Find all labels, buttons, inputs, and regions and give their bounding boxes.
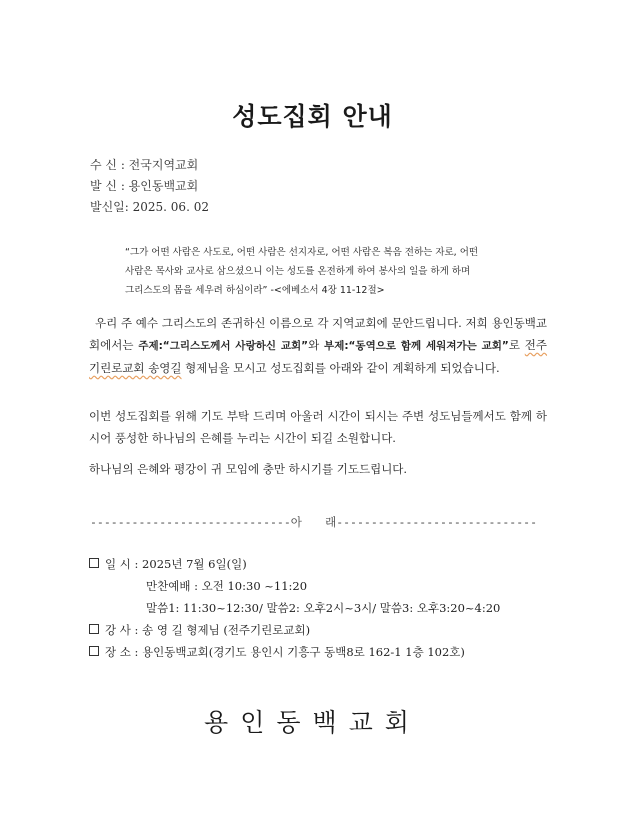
scripture-quote xyxy=(125,243,545,300)
page-title: 성도집회 안내 xyxy=(232,102,393,131)
section-divider xyxy=(90,514,537,530)
recipient-line: 수 신 : 전국지역교회 xyxy=(90,158,199,172)
speaker-row: 강 사 : 송 영 길 형제님 (전주기린로교회) xyxy=(89,619,500,641)
divider-right: 래----------------------------- xyxy=(325,515,537,529)
sessions-row: 말씀1: 11:30~12:30/ 말씀2: 오후2시~3시/ 말씀3: 오후3:20~4:20 xyxy=(146,601,501,615)
greeting-paragraph: 우리 주 예수 그리스도의 존귀하신 이름으로 각 지역교회에 문안드립니다. 저희 용인동백교회에서는 주제:“그리스도께서 사랑하신 교회”와 부제:“동역으로 함께 세워져가는 교회”로 전주기린로교회 송영길 형제님을 모시고 성도집회를 아래와 같이 계획하게 되었습니다. xyxy=(89,316,548,375)
venue-row: 장 소 : 용인동백교회(경기도 용인시 기흥구 동백8로 162-1 1층 102호) xyxy=(89,641,500,663)
checkbox-square-icon xyxy=(89,558,99,568)
theme-label: 주제:“그리스도께서 사랑하신 교회” xyxy=(138,340,309,352)
quote-line: 그리스도의 몸을 세우려 하심이라” -<에베소서 4장 11-12절> xyxy=(125,285,385,296)
send-date-line: 발신일: 2025. 06. 02 xyxy=(90,200,209,214)
checkbox-square-icon xyxy=(89,646,99,656)
divider-left: -----------------------------아 xyxy=(90,515,302,529)
event-details xyxy=(89,553,500,663)
prayer-request-paragraph: 이번 성도집회를 위해 기도 부탁 드리며 아울러 시간이 되시는 주변 성도님들께서도 함께 하시어 풍성한 하나님의 은혜를 누리는 시간이 되길 소원합니다. xyxy=(89,409,547,445)
quote-line: 사람은 목사와 교사로 삼으셨으니 이는 성도를 온전하게 하여 봉사의 일을 하게 하며 xyxy=(125,266,471,277)
meta-block xyxy=(90,155,209,218)
speaker-highlight: 전주기린로교회 송영길 xyxy=(89,338,548,375)
date-row: 일 시 : 2025년 7월 6일(일) xyxy=(89,553,500,575)
church-name-footer: 용인동백교회 xyxy=(204,708,421,737)
blessing-paragraph: 하나님의 은혜와 평강이 귀 모임에 충만 하시기를 기도드립니다. xyxy=(89,462,408,476)
breaking-bread-row: 만찬예배 : 오전 10:30 ~11:20 xyxy=(146,579,308,593)
sender-line: 발 신 : 용인동백교회 xyxy=(90,179,199,193)
quote-line: “그가 어떤 사람은 사도로, 어떤 사람은 선지자로, 어떤 사람은 복음 전하는 자로, 어떤 xyxy=(125,247,479,258)
subtheme-label: 부제:“동역으로 함께 세워져가는 교회” xyxy=(324,340,509,352)
checkbox-square-icon xyxy=(89,624,99,634)
